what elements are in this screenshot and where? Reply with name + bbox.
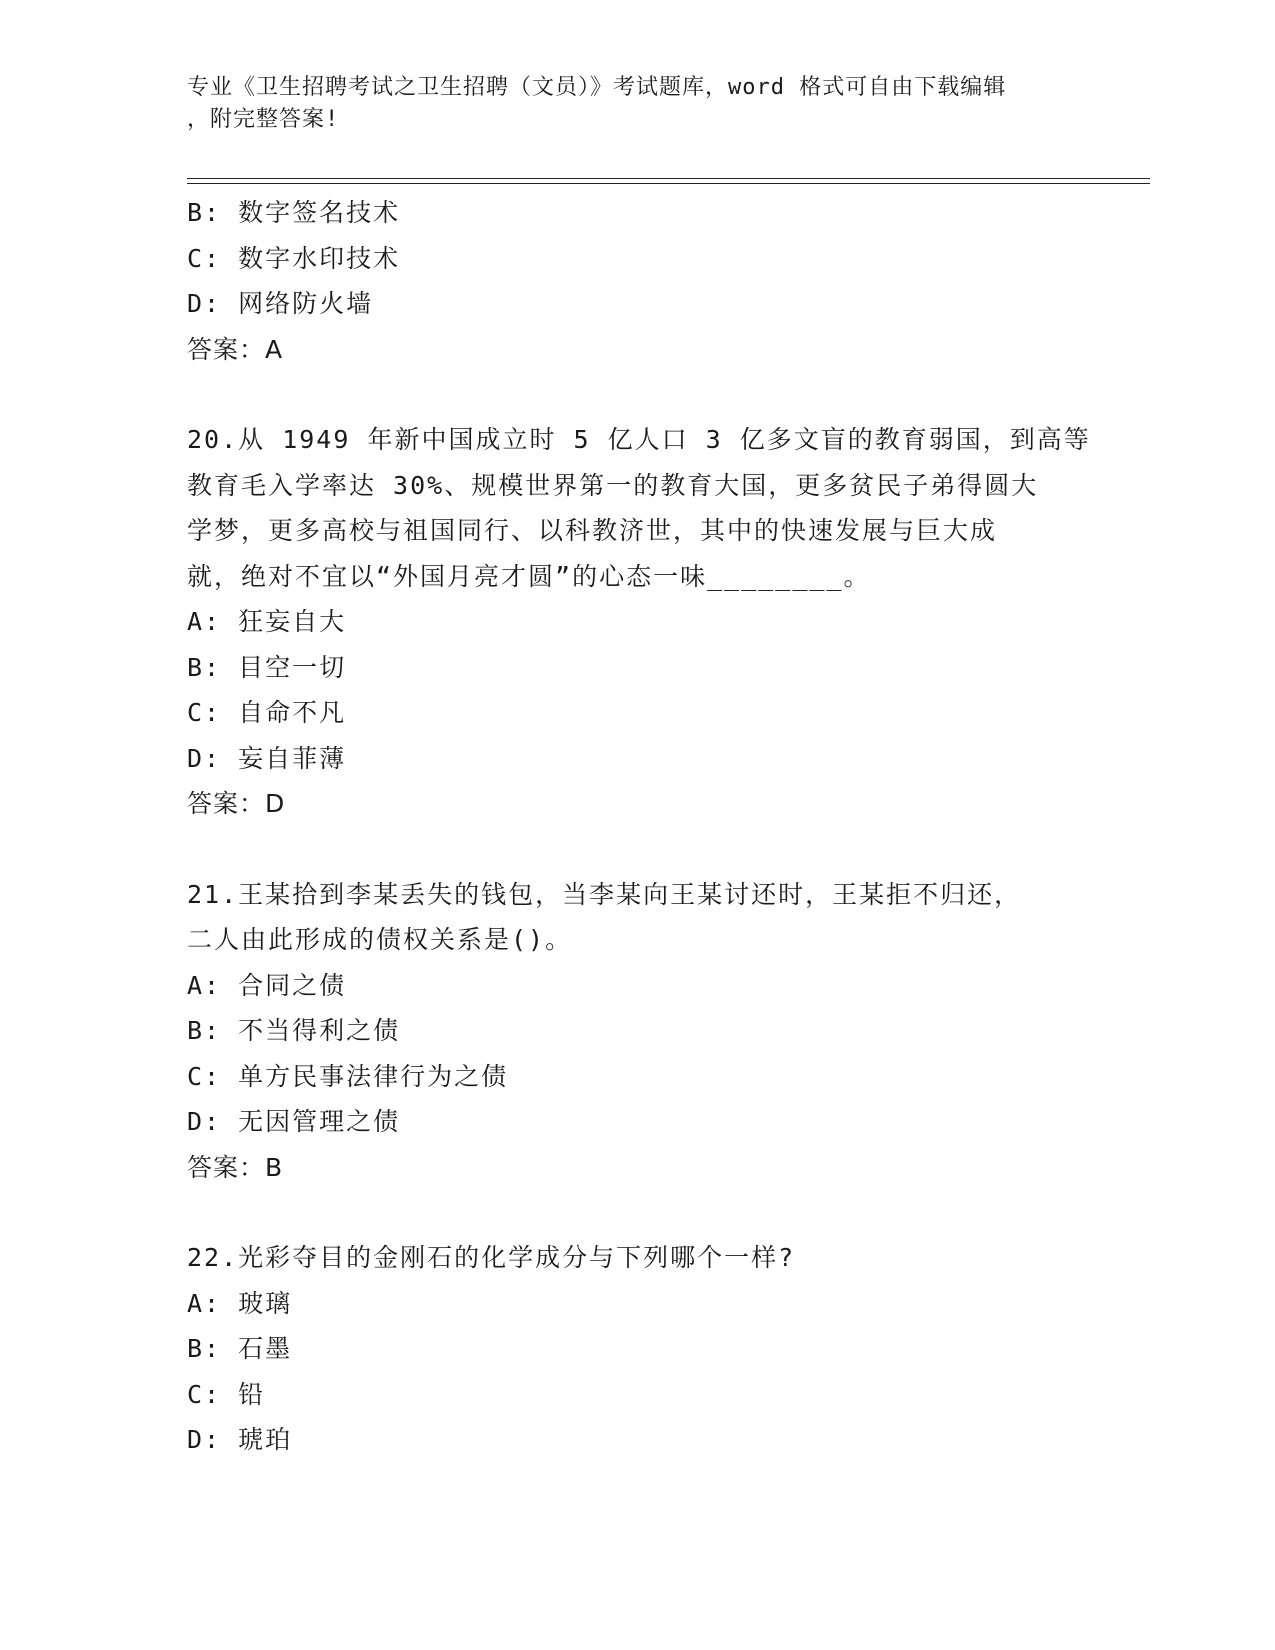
question-stem-line: 学梦，更多高校与祖国同行、以科教济世，其中的快速发展与巨大成: [187, 516, 998, 545]
option-d: D: 无因管理之债: [187, 1107, 401, 1136]
header-divider-top: [187, 178, 1150, 179]
question-19: [187, 190, 1087, 372]
question-stem-line: 就，绝对不宜以“外国月亮才圆”的心态一味________。: [187, 561, 871, 591]
option-c: C: 自命不凡: [187, 698, 347, 727]
option-a: A: 合同之债: [187, 970, 347, 1000]
page-header: [187, 72, 1067, 136]
header-line-1: 专业《卫生招聘考试之卫生招聘（文员）》考试题库，word 格式可自由下载编辑: [187, 75, 1007, 100]
question-21: [187, 872, 1087, 1191]
option-c: C: 铅: [187, 1379, 266, 1409]
answer: 答案：A: [187, 334, 284, 364]
option-a: A: 狂妄自大: [187, 607, 347, 636]
option-d: D: 妄自菲薄: [187, 743, 347, 773]
header-line-2: ，附完整答案!: [187, 107, 340, 132]
option-c: C: 数字水印技术: [187, 243, 401, 273]
question-stem-line: 22.光彩夺目的金刚石的化学成分与下列哪个一样?: [187, 1243, 796, 1272]
question-stem-line: 20.从 1949 年新中国成立时 5 亿人口 3 亿多文盲的教育弱国，到高等: [187, 425, 1091, 454]
answer: 答案：D: [187, 789, 286, 818]
question-stem-line: 教育毛入学率达 30%、规模世界第一的教育大国，更多贫民子弟得圆大: [187, 470, 1039, 500]
option-b: B: 数字签名技术: [187, 198, 401, 227]
option-b: B: 石墨: [187, 1334, 293, 1363]
option-d: D: 网络防火墙: [187, 289, 374, 318]
option-c: C: 单方民事法律行为之债: [187, 1061, 509, 1091]
answer: 答案：B: [187, 1152, 284, 1182]
option-d: D: 琥珀: [187, 1425, 293, 1454]
question-20: [187, 417, 1091, 827]
question-stem-line: 二人由此形成的债权关系是()。: [187, 925, 573, 954]
option-b: B: 不当得利之债: [187, 1016, 401, 1045]
question-list: [187, 190, 1091, 1463]
header-divider-bottom: [187, 183, 1150, 184]
option-a: A: 玻璃: [187, 1288, 293, 1318]
question-stem-line: 21.王某拾到李某丢失的钱包，当李某向王某讨还时，王某拒不归还，: [187, 879, 1022, 909]
option-b: B: 目空一切: [187, 652, 347, 682]
question-22: [187, 1235, 1087, 1463]
